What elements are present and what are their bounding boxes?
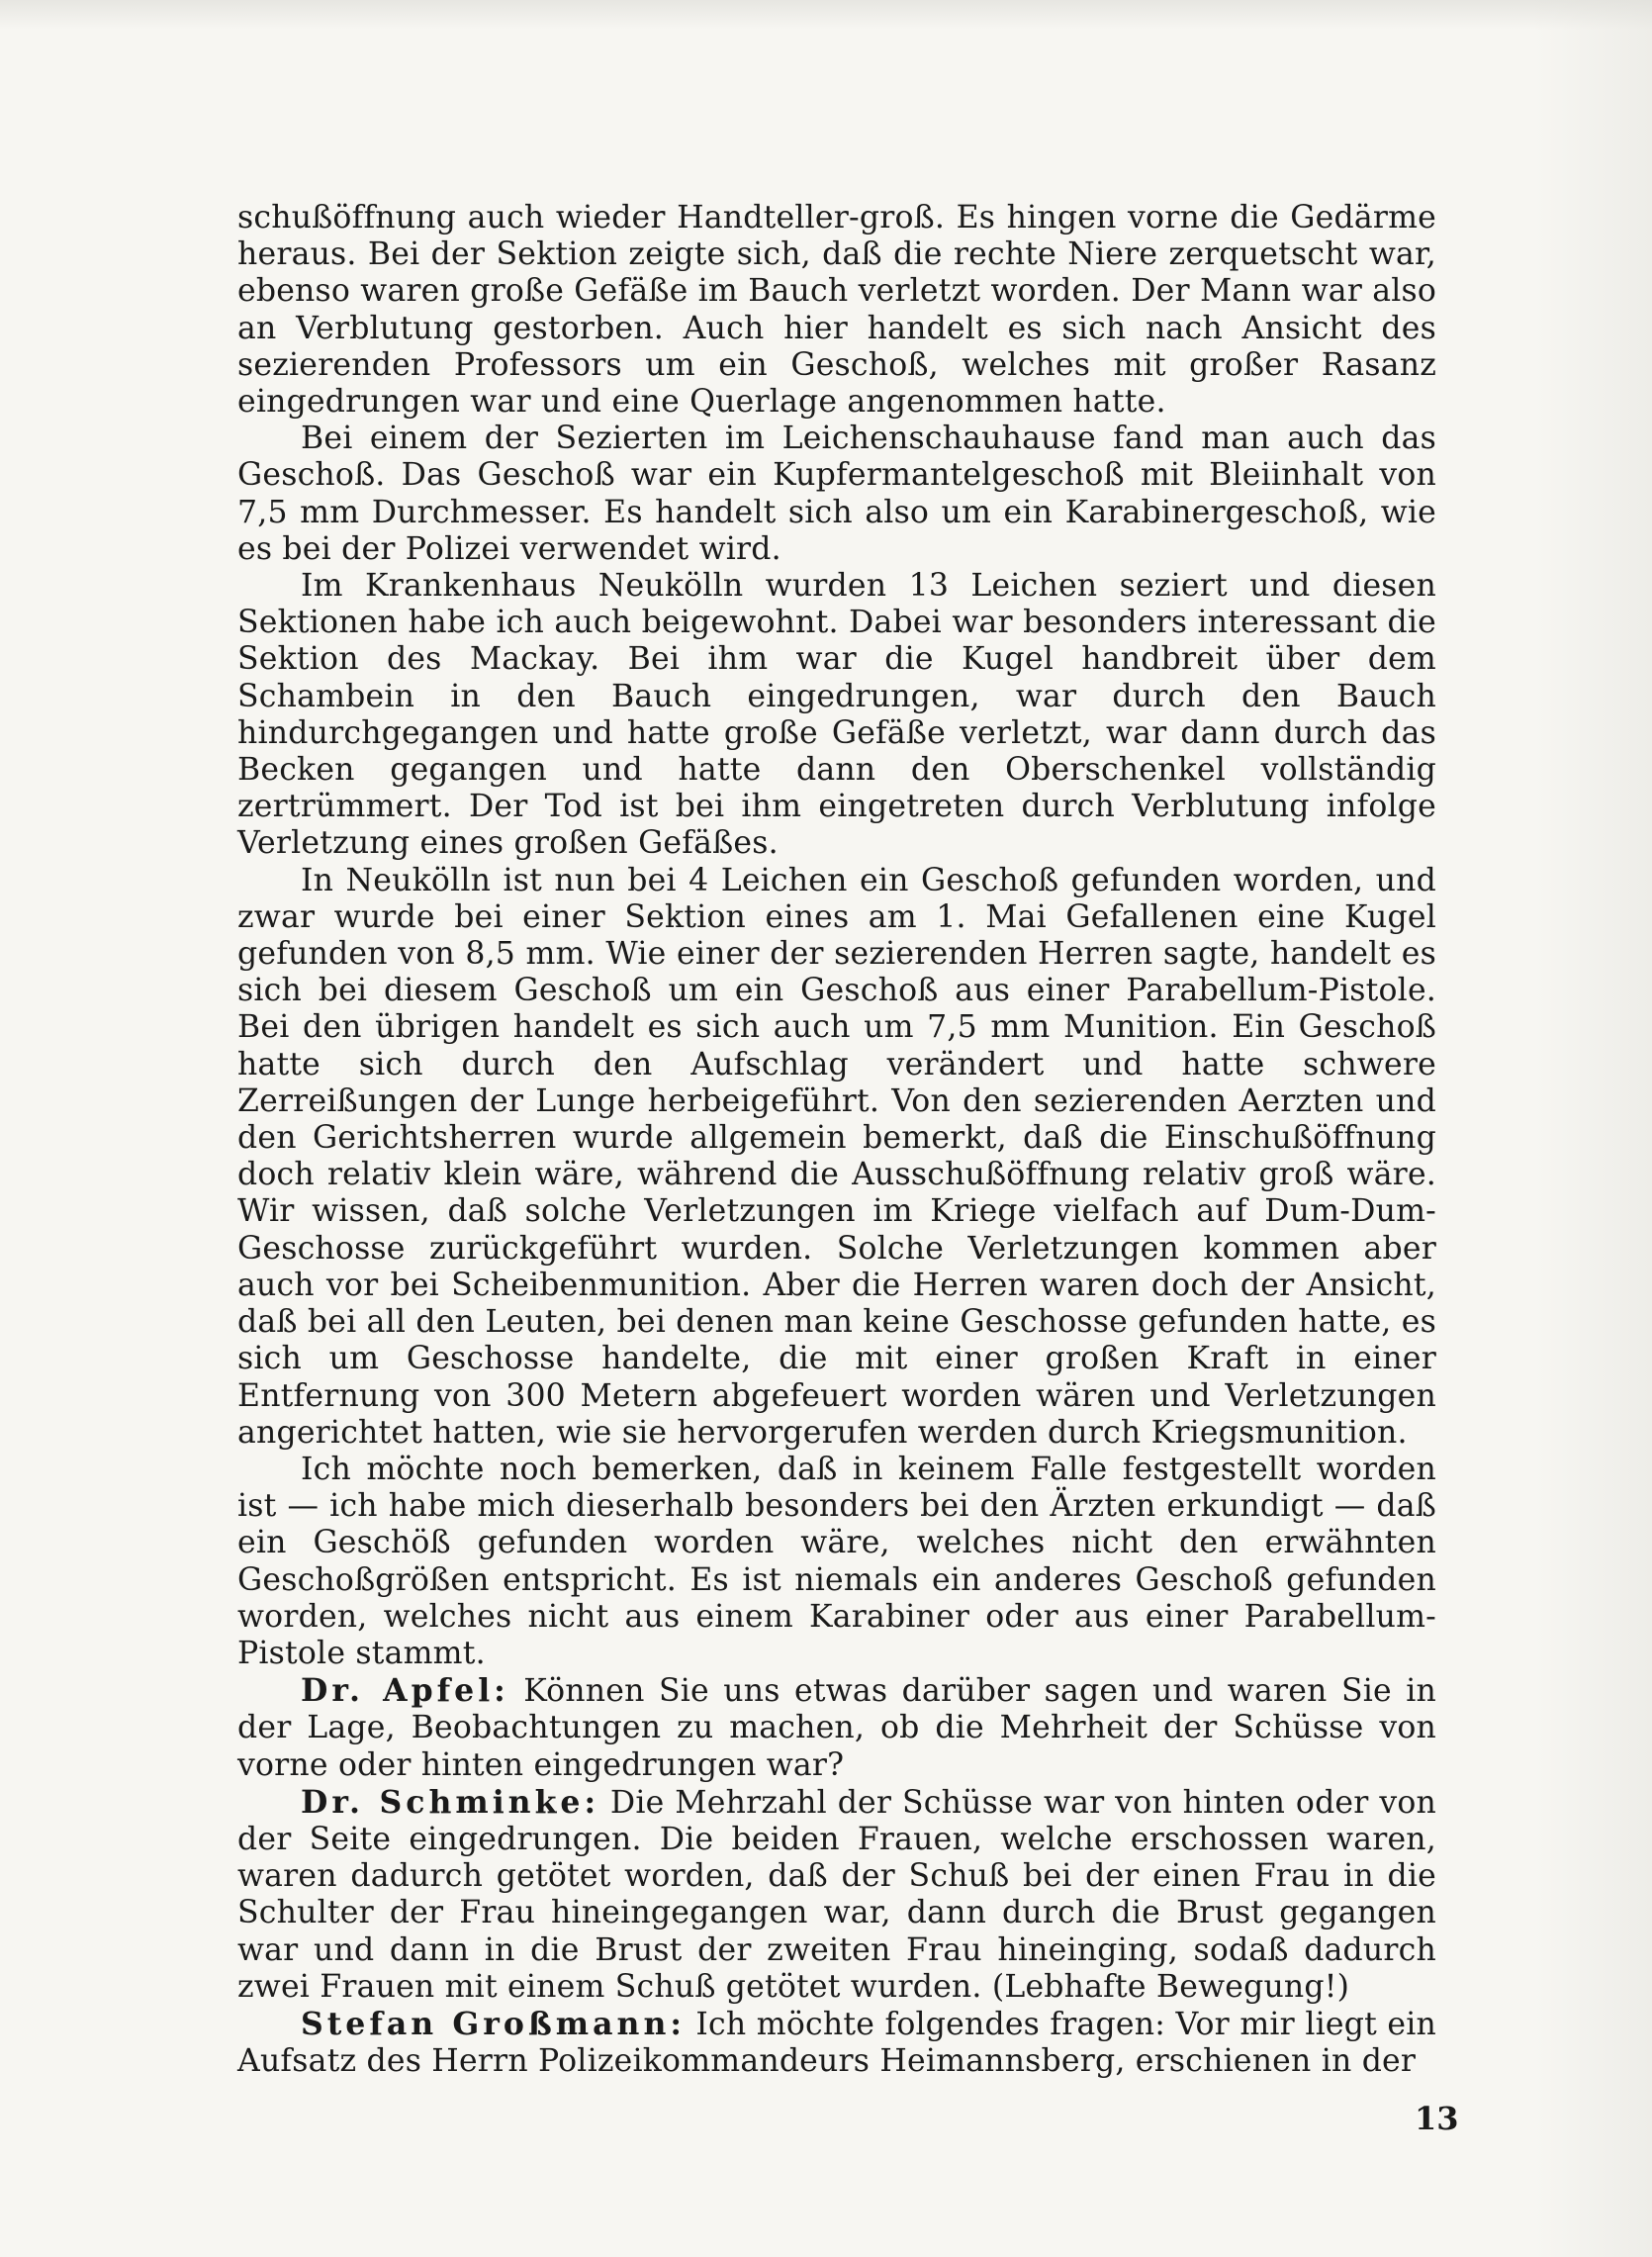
- dialogue-paragraph: [237, 1672, 1436, 1784]
- scan-shadow-edge: [1533, 0, 1652, 2257]
- speaker-name: Dr. Schminke:: [301, 1783, 600, 1821]
- dialogue-paragraph: [237, 2006, 1436, 2080]
- dialogue-paragraph: [237, 1784, 1436, 2006]
- speaker-name: Stefan Großmann:: [301, 2005, 686, 2042]
- paragraph: Im Krankenhaus Neukölln wurden 13 Leichen seziert und diesen Sektionen habe ich auch beigewohnt. Dabei war besonders interessant die Sektion des Mackay. Bei ihm war die Kugel handbreit über dem Schambein in den Bauch eingedrungen, war durch den Bauch hindurchgegangen und hatte große Gefäße verletzt, war dann durch das Becken gegangen und hatte dann den Oberschenkel vollständig zertrümmert. Der Tod ist bei ihm eingetreten durch Verblutung infolge Verletzung eines großen Gefäßes.: [237, 568, 1436, 862]
- speech-text: Können Sie uns etwas darüber sagen und waren Sie in der Lage, Beobachtungen zu machen, ob die Mehrheit der Schüsse von vorne oder hinten eingedrungen war?: [237, 1673, 1437, 1783]
- page-number: 13: [1415, 2100, 1459, 2137]
- speech-text: Die Mehrzahl der Schüsse war von hinten oder von der Seite eingedrungen. Die beiden Frauen, welche erschossen waren, waren dadurch getötet worden, daß der Schuß bei der einen Frau in die Schulter der Frau hineingegangen war, dann durch die Brust gegangen war und dann in die Brust der zweiten Frau hineinging, sodaß dadurch zwei Frauen mit einem Schuß getötet wurden. (Lebhafte Bewegung!): [237, 1784, 1436, 2005]
- speaker-name: Dr. Apfel:: [301, 1672, 509, 1710]
- speech-text: Ich möchte folgendes fragen: Vor mir liegt ein Aufsatz des Herrn Polizeikommandeurs Heimannsberg, erschienen in der: [237, 2006, 1436, 2080]
- paragraph: Ich möchte noch bemerken, daß in keinem Falle festgestellt worden ist — ich habe mich dieserhalb besonders bei den Ärzten erkundigt — daß ein Geschöß gefunden worden wäre, welches nicht den erwähnten Geschoßgrößen entspricht. Es ist niemals ein anderes Geschoß gefunden worden, welches nicht aus einem Karabiner oder aus einer Parabellum-Pistole stammt.: [237, 1451, 1436, 1671]
- scan-shadow-top: [0, 0, 1652, 30]
- paragraph: Bei einem der Sezierten im Leichenschauhause fand man auch das Geschoß. Das Geschoß war ein Kupfermantelgeschoß mit Bleiinhalt von 7,5 mm Durchmesser. Es handelt sich also um ein Karabinergeschoß, wie es bei der Polizei verwendet wird.: [237, 421, 1436, 567]
- body-text: [237, 200, 1436, 2080]
- paragraph: schußöffnung auch wieder Handteller-groß. Es hingen vorne die Gedärme heraus. Bei der Sektion zeigte sich, daß die rechte Niere zerquetscht war, ebenso waren große Gefäße im Bauch verletzt worden. Der Mann war also an Verblutung gestorben. Auch hier handelt es sich nach Ansicht des sezierenden Professors um ein Geschoß, welches mit großer Rasanz eingedrungen war und eine Querlage angenommen hatte.: [237, 200, 1436, 421]
- paragraph: In Neukölln ist nun bei 4 Leichen ein Geschoß gefunden worden, und zwar wurde bei einer Sektion eines am 1. Mai Gefallenen eine Kugel gefunden von 8,5 mm. Wie einer der sezierenden Herren sagte, handelt es sich bei diesem Geschoß um ein Geschoß aus einer Parabellum-Pistole. Bei den übrigen handelt es sich auch um 7,5 mm Munition. Ein Geschoß hatte sich durch den Aufschlag verändert und hatte schwere Zerreißungen der Lunge herbeigeführt. Von den sezierenden Aerzten und den Gerichtsherren wurde allgemein bemerkt, daß die Einschußöffnung doch relativ klein wäre, während die Ausschußöffnung relativ groß wäre. Wir wissen, daß solche Verletzungen im Kriege vielfach auf Dum-Dum-Geschosse zurückgeführt wurden. Solche Verletzungen kommen aber auch vor bei Scheibenmunition. Aber die Herren waren doch der Ansicht, daß bei all den Leuten, bei denen man keine Geschosse gefunden hatte, es sich um Geschosse handelte, die mit einer großen Kraft in einer Entfernung von 300 Metern abgefeuert worden wären und Verletzungen angerichtet hatten, wie sie hervorgerufen werden durch Kriegsmunition.: [237, 862, 1436, 1451]
